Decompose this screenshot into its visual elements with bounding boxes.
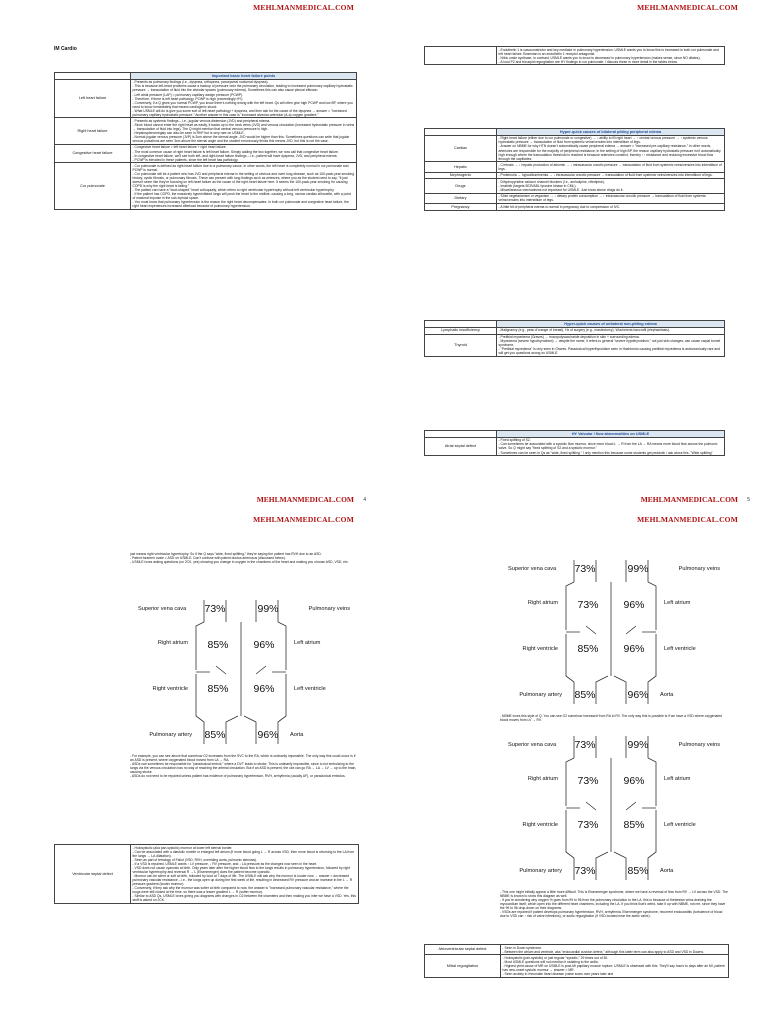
table-cell: - Congestive heart failure = left heart failure + right heart failure. - The most common cause of right heart failure is left heart failure. Simply adding the two together, we now call that congestive heart failure. - In congestive heart failure, we'll see both left- and right-heart failure findings – i.e., patient will have dyspnea, JVD, and peripheral edema. - PCWP is elevated in these patients, since the left heart has pathology. bbox=[131, 144, 357, 162]
table-row: Mitral regurgitation - Holosystolic (pan-systolic) or just regular "systolic," 29 times out of 30. - Most USMLE questions will not mention it radiating to the axilla. - Highest yield cause of MR on USMLE is post-MI papillary muscle rupture. USMLE is obsessed with this. They'll say hours to days after an MI, patient has new-onset systolic murmur → answer = MR. - Seen acutely in rheumatic heart disease (valve scars over years later and bbox=[425, 955, 729, 977]
eisenmenger-note: - This one might initially appear a little more difficult. This is Eisenmenger syndrome, where we have a reversal of flow from RV → LV across the VSD. The NBME is known to show this diagram as well. - If you're wondering why oxygen % goes from 99 to 96 from the pulmonary circulation to the LA, this is because of thebesian veins draining the myocardium itself, which open into the different heart chambers, including the LA. If you think that's weird, take it up with NBME, not me, since they have the 99 to 96 drop-down on their diagrams. - VSDs are repaired if patient develops pulmonary hypertension, RVH, arrhythmia, Eisenmenger syndrome, recurrent endocarditis (turbulence of blood due to VSD can ↑ risk of valve infections), or aortic regurgitation (if VSD located near the aortic valve). bbox=[500, 890, 728, 919]
chamber-label-pv: Pulmonary veins bbox=[678, 566, 720, 572]
document-page-5 bbox=[384, 0, 768, 512]
oxygen-diagram-3 bbox=[500, 728, 728, 888]
oxygen-diagram-2 bbox=[500, 552, 728, 712]
table-cell: - Cor pulmonale is defined as right-heart failure due to a pulmonary cause. In other words, the left heart is completely normal in cor pulmonale and PCWP is normal. - Cor pulmonale will be a patient who has JVD and peripheral edema in the setting of obvious and overt lung disease, such as 100-pack-year smoking history, cystic fibrosis, or pulmonary fibrosis. These can present with lung findings such as wheezes, where you as the student need to say, "It just doesn't seem like they're focusing on left-heart failure as the cause of the right-heart failure here. It seems the 100-pack-year smoking Hx causing COPD is why the right heart is failing." - The patient can have a "boot-shaped" heart colloquially, which refers to right ventricular hypertrophy without left ventricular hypertrophy. - If the patient has COPD, the massively hyperinflated lungs will push the heart to the midline, causing a long, narrow cardiac silhouette, with a point of maximal impulse in the sub-xiphoid space. - You must know that pulmonary hypertension is the reason the right heart decompensates. In both cor pulmonale and congestive heart failure, the right heart experiences increased afterload because of pulmonary hypertension. bbox=[131, 163, 357, 210]
o2-value-ao: 96% bbox=[627, 689, 649, 701]
brand-header: MEHLMANMEDICAL.COM bbox=[637, 515, 738, 524]
table-row: Hepatic - Cirrhosis → ↓ hepatic production of albumin → ↓ intravascular oncotic pressure → transudation of fluid from systemic veins/venules into interstitium of legs. bbox=[425, 162, 725, 172]
o2-value-ra: 73% bbox=[577, 775, 599, 787]
o2-value-lv: 96% bbox=[253, 683, 275, 695]
o2-value-ao: 85% bbox=[627, 865, 649, 877]
o2-value-ao: 96% bbox=[257, 729, 279, 741]
chamber-label-pv: Pulmonary veins bbox=[308, 606, 350, 612]
document-page-4 bbox=[0, 0, 384, 512]
brand-header: MEHLMANMEDICAL.COM bbox=[637, 3, 738, 12]
brand-footer: MEHLMANMEDICAL.COM bbox=[640, 495, 738, 504]
oxygen-diagram-1 bbox=[130, 592, 358, 752]
table-row: Atrial septal defect - Fixed splitting of S2. - Can sometimes be associated with a systolic flow murmur, since more blood L → R from the LA → RA means more blood flow across the pulmonic valve. So Q might say "fixed splitting of S2 and a systolic murmur." - Sometimes can be seen in Qs as "wide, fixed splitting." I only mention this because some students get pedantic / ask about this. "Wide splitting" bbox=[425, 437, 725, 455]
unilateral-edema-table: Hyper-quick causes of unilateral non-pitting edema Lymphatic insufficiency - Malignancy (e.g., peau d'orange of breast), Hx of surgery (e.g., mastectomy), Wuchereria bancrofti (elephantiasis). Thyroid - Pretibial myxedema (Graves) → mucopolysaccharide deposition in skin + surrounding edema. - Myxedema (severe hypothyroidism) → despite the name, it refers to general "severe hypothyroidism," not just skin changes; can cause carpal tunnel syndrome. - "Pretibial myxedema" is only seen in Graves. Paradoxical hyperthyroidism seen in Hashimoto causing pretibial myxedema is astronomically rare and will get you questions wrong on USMLE. bbox=[424, 320, 725, 357]
table-row: Left heart failure - Presents as pulmonary findings (i.e., dyspnea, orthopnea, paroxysmal nocturnal dyspnea). - This is because left-heart problems cause a backup of pressure onto the pulmonary circulation, leading to increased pulmonary capillary hydrostatic pressure → transudation of fluid into the alveolar spaces (pulmonary edema). Sometimes this can also cause pleural effusion. - Left atrial pressure (LAP) = pulmonary capillary wedge pressure (PCWP). - Therefore, if there is left heart pathology, PCWP is high (exceedingly HY). - Conversely, if a Q gives you normal PCWP, you know there's nothing wrong with the left heart. Qs will often give high PCWP and low BP, where you need to know immediately that means cardiogenic shock. - What USMLE will do is give you some sort of left-heart pathology + dyspnea, and then ask for the cause of the dyspnea → answer = "increased pulmonary capillary hydrostatic pressure." Another answer in this case is "increased alveolar-arteriolar (A-a) oxygen gradient." bbox=[55, 79, 357, 118]
page-number: 4 bbox=[363, 497, 366, 503]
brand-header: MEHLMANMEDICAL.COM bbox=[253, 515, 354, 524]
o2-value-la: 96% bbox=[253, 639, 275, 651]
chamber-label-ra: Right atrium bbox=[157, 640, 188, 646]
table-row: Ventricular septal defect - Holosystolic (aka pan-systolic) murmur at lower left sternal border. - Can be associated with a diastolic rumble or enlarged left atrium (if more blood going L → R across VSD, then more blood is returning to the LA from the lungs → LA dilatation). - Seen as part of tetralogy of Fallot (VSD, RVH, overriding aorta, pulmonic stenosis). - If a VSD is repaired, USMLE wants ↑ LV pressure, ↓ RV pressure, and ↓ LA pressure as the changes now seen in the heart. - VSD does not cause cyanosis at birth. Only years later after the higher blood flow to the lungs results in pulmonary hypertension, followed by right ventricular hypertrophy and reversal R → L (Eisenmenger) does the patient become cyanotic. - Murmur can be silent or soft at birth, followed by loud at 7 days of life. The USMLE will ask why the murmur is louder now → answer = decreased pulmonary vascular resistance – i.e., the lungs open up during the first week of life, resulting in decreased RV pressure and an increase in the L → R pressure gradient (louder murmur). - Conversely, if they ask why the murmur was softer at birth compared to now, the answer is "increased pulmonary vascular resistance," where the lungs were still closed at the time, so there was a lesser gradient L → R (softer murmur). - Similar to ASD Qs, USMLE loves giving you diagrams with changes in O2 between the chambers and then making you infer we have a VSD. Yes, this stuff is asked on 2CK. bbox=[55, 845, 359, 904]
endothelin-note-table bbox=[424, 46, 725, 65]
chamber-label-rv: Right ventricle bbox=[152, 686, 188, 692]
brand-header: MEHLMANMEDICAL.COM bbox=[253, 3, 354, 12]
o2-value-ra: 73% bbox=[577, 599, 599, 611]
table-row: Congestive heart failure - Congestive heart failure = left heart failure + right heart failure. - The most common cause of right heart failure is left heart failure. Simply adding the two together, we now call that congestive heart failure. - In congestive heart failure, we'll see both left- and right-heart failure findings – i.e., patient will have dyspnea, JVD, and peripheral edema. - PCWP is elevated in these patients, since the left heart has pathology. bbox=[55, 144, 357, 162]
bilateral-edema-table: Hyper-quick causes of bilateral pitting peripheral edema Cardiac - Right heart failure (either due to cor pulmonale or congestive) → ↓ ability to fill right heart → ↑ central venous pressure → ↑ systemic venous hydrostatic pressure → transudation of fluid from systemic veins/venules into interstitium of legs. - Answer on NBME for why HTN doesn't automatically cause peripheral edema → answer = "increased pre-capillary resistance." In other words, arterioles are responsible for the majority of peripheral resistance; in the setting of high BP, the reason capillary hydrostatic pressure isn't automatically high enough where the transudation threshold is reached is because arterioles constrict, thereby ↑↑ resistance and reducing excessive blood flow through the capillaries. Hepatic - Cirrhosis → ↓ hepatic production of albumin → ↓ intravascular oncotic pressure → transudation of fluid from systemic veins/venules into interstitium of legs. Nephrogenic - Proteinuria → hypoalbuminemia → ↓ intravascular oncotic pressure → transudation of fluid from systemic veins/venules into interstitium of legs. Drugs - Dihydropyridine calcium channel blockers (i.e., amlodipine, nifedipine). - Imatinib (targets BCR/ABL tyrosine kinase in CML). - Miscellaneous mechanisms not important for USMLE. Just know above drugs do it. Dietary - Strict vegetarianism or veganism → ↓ dietary protein consumption → ↓ intravascular oncotic pressure → transudation of fluid from systemic veins/venules into interstitium of legs. Pregnancy - A little bit of peripheral edema is normal in pregnancy due to compression of IVC. bbox=[424, 128, 725, 211]
chamber-label-lv: Left ventricle bbox=[664, 646, 696, 652]
table-row: Right heart failure - Presents as systemic findings – i.e., jugular venous distension (JVD) and peripheral edema. - Since blood cannot enter the right heart as easily, it backs up to the neck veins (JVD) and venous circulation (increased hydrostatic pressure in veins → transudation of fluid into legs). The Q might mention that central venous pressure is high. - Hepatosplenomegaly can also be seen in RHF but is very rare on USMLE. - Normal jugular venous pressure (JVP) is 3cm above the sternal angle. JVD would be higher than this. Sometimes questions can write that jugular venous pulsations are seen 3cm above the sternal angle and the student erroneously thinks this means JVD, but this is not the case. bbox=[55, 118, 357, 144]
asd-after-text: - For example, you can see above that somehow O2 increases from the SVC to the RA, which is ordinarily impossible. The only way this could occur is if an ASD is present, where oxygenated blood moved from LA → RA. - ASDs can sometimes be responsible for "paradoxical emboli," where a DVT leads to stroke. This is ordinarily impossible, since a clot embolizing to the lungs via the venous circulation has no way of reaching the arterial circulation. But if an ASD is present, the clot can go RA → LA → LV → up to the brain, causing stroke. - ASDs do not need to be repaired unless patient has evidence of pulmonary hypertension, RVH, arrhythmia (usually AF), or paradoxical embolus. bbox=[130, 754, 357, 779]
chamber-label-ao: Aorta bbox=[290, 732, 304, 738]
o2-value-lv: 85% bbox=[623, 819, 645, 831]
chamber-label-lv: Left ventricle bbox=[294, 686, 326, 692]
o2-value-pv: 99% bbox=[627, 563, 649, 575]
chamber-label-pa: Pulmonary artery bbox=[149, 732, 192, 738]
o2-value-pa: 85% bbox=[574, 689, 596, 701]
table-row: Cardiac - Right heart failure (either due to cor pulmonale or congestive) → ↓ ability to fill right heart → ↑ central venous pressure → ↑ systemic venous hydrostatic pressure → transudation of fluid from systemic veins/venules into interstitium of legs. - Answer on NBME for why HTN doesn't automatically cause peripheral edema → answer = "increased pre-capillary resistance." In other words, arterioles are responsible for the majority of peripheral resistance; in the setting of high BP, the reason capillary hydrostatic pressure isn't automatically high enough where the transudation threshold is reached is because arterioles constrict, thereby ↑↑ resistance and reducing excessive blood flow through the capillaries. bbox=[425, 135, 725, 161]
avsd-mr-table bbox=[424, 944, 729, 978]
o2-value-rv: 85% bbox=[207, 683, 229, 695]
table-cell: - Presents as pulmonary findings (i.e., dyspnea, orthopnea, paroxysmal nocturnal dyspnea). - This is because left-heart problems cause a backup of pressure onto the pulmonary circulation, leading to increased pulmonary capillary hydrostatic pressure → transudation of fluid into the alveolar spaces (pulmonary edema). Sometimes this can also cause pleural effusion. - Left atrial pressure (LAP) = pulmonary capillary wedge pressure (PCWP). - Therefore, if there is left heart pathology, PCWP is high (exceedingly HY). - Conversely, if a Q gives you normal PCWP, you know there's nothing wrong with the left heart. Qs will often give high PCWP and low BP, where you need to know immediately that means cardiogenic shock. - What USMLE will do is give you some sort of left-heart pathology + dyspnea, and then ask for the cause of the dyspnea → answer = "increased pulmonary capillary hydrostatic pressure." Another answer in this case is "increased alveolar-arteriolar (A-a) oxygen gradient." bbox=[131, 79, 357, 118]
table-row: Atrioventricular septal defect - Seen in Down syndrome. - Between the atrium and ventricle, aka "endocardial cushion defect," although this latter term can also apply to ASD and VSD in Downs. bbox=[425, 945, 729, 955]
heart-failure-table-title: Important basic heart failure points bbox=[131, 73, 357, 80]
o2-value-svc: 73% bbox=[204, 603, 226, 615]
o2-value-la: 96% bbox=[623, 599, 645, 611]
page-number: 5 bbox=[747, 497, 750, 503]
vsd-table bbox=[54, 844, 359, 904]
chamber-label-pa: Pulmonary artery bbox=[519, 692, 562, 698]
asd-continued-text: just means right ventricular hypertrophy. So if the Q says "wide, fixed splitting," they're saying the patient has RVH due to an ASD. - Patent foramen ovale = ASD on USMLE. Don't confuse with patent ductus arteriosus (discussed below). - USMLE loves asking questions (on 2CK, yes) showing you change in oxygen in the chambers of the heart and making you choose ASD, VSD, etc. bbox=[130, 552, 349, 565]
document-page-7 bbox=[384, 512, 768, 1024]
table-row: Pregnancy - A little bit of peripheral edema is normal in pregnancy due to compression of IVC. bbox=[425, 203, 725, 210]
o2-value-lv: 96% bbox=[623, 643, 645, 655]
o2-value-ra: 85% bbox=[207, 639, 229, 651]
table-row: Lymphatic insufficiency - Malignancy (e.g., peau d'orange of breast), Hx of surgery (e.g., mastectomy), Wuchereria bancrofti (elephantiasis). bbox=[425, 327, 725, 334]
chamber-label-rv: Right ventricle bbox=[522, 822, 558, 828]
chamber-label-svc: Superior vena cava bbox=[138, 606, 187, 612]
chamber-label-svc: Superior vena cava bbox=[508, 566, 557, 572]
table-row: Dietary - Strict vegetarianism or veganism → ↓ dietary protein consumption → ↓ intravascular oncotic pressure → transudation of fluid from systemic veins/venules into interstitium of legs. bbox=[425, 193, 725, 203]
o2-value-rv: 73% bbox=[577, 819, 599, 831]
heart-failure-table bbox=[54, 72, 357, 210]
o2-value-pv: 99% bbox=[257, 603, 279, 615]
o2-value-pv: 99% bbox=[627, 739, 649, 751]
o2-value-rv: 85% bbox=[577, 643, 599, 655]
o2-value-pa: 85% bbox=[204, 729, 226, 741]
table-cell: - Endothelin 1 is vasoconstrictor and key mediator in pulmonary hypertension. USMLE wants you to know this is increased in both cor pulmonale and left heart failure. Bosentan is an endothelin 1 receptor antagonist. - Nitric oxide synthase, in contrast, USMLE wants you to know is decreased in pulmonary hypertension (makes sense, since NO dilates). - A loud P2 and tricuspid regurgitation are HY findings in cor pulmonale. I discuss these in more detail in the tables below. bbox=[497, 47, 725, 65]
chamber-label-la: Left atrium bbox=[664, 600, 691, 606]
chamber-label-lv: Left ventricle bbox=[664, 822, 696, 828]
chamber-label-pa: Pulmonary artery bbox=[519, 868, 562, 874]
table-row: Nephrogenic - Proteinuria → hypoalbuminemia → ↓ intravascular oncotic pressure → transudation of fluid from systemic veins/venules into interstitium of legs. bbox=[425, 172, 725, 179]
o2-value-la: 96% bbox=[623, 775, 645, 787]
o2-value-svc: 73% bbox=[574, 739, 596, 751]
chamber-label-ao: Aorta bbox=[660, 692, 674, 698]
chamber-label-pv: Pulmonary veins bbox=[678, 742, 720, 748]
chamber-label-la: Left atrium bbox=[294, 640, 321, 646]
table-cell: - Presents as systemic findings – i.e., jugular venous distension (JVD) and peripheral edema. - Since blood cannot enter the right heart as easily, it backs up to the neck veins (JVD) and venous circulation (increased hydrostatic pressure in veins → transudation of fluid into legs). The Q might mention that central venous pressure is high. - Hepatosplenomegaly can also be seen in RHF but is very rare on USMLE. - Normal jugular venous pressure (JVP) is 3cm above the sternal angle. JVD would be higher than this. Sometimes questions can write that jugular venous pulsations are seen 3cm above the sternal angle and the student erroneously thinks this means JVD, but this is not the case. bbox=[131, 118, 357, 144]
table-row: Drugs - Dihydropyridine calcium channel blockers (i.e., amlodipine, nifedipine). - Imatinib (targets BCR/ABL tyrosine kinase in CML). - Miscellaneous mechanisms not important for USMLE. Just know above drugs do it. bbox=[425, 179, 725, 193]
chamber-label-ra: Right atrium bbox=[527, 600, 558, 606]
section-label: IM Cardio bbox=[54, 46, 77, 52]
o2-value-svc: 73% bbox=[574, 563, 596, 575]
chamber-label-ao: Aorta bbox=[660, 868, 674, 874]
heart-diagram-svg bbox=[500, 552, 728, 712]
chamber-label-rv: Right ventricle bbox=[522, 646, 558, 652]
heart-diagram-svg bbox=[130, 592, 358, 752]
chamber-label-svc: Superior vena cava bbox=[508, 742, 557, 748]
chamber-label-ra: Right atrium bbox=[527, 776, 558, 782]
table-row: Thyroid - Pretibial myxedema (Graves) → mucopolysaccharide deposition in skin + surrounding edema. - Myxedema (severe hypothyroidism) → despite the name, it refers to general "severe hypothyroidism," not just skin changes; can cause carpal tunnel syndrome. - "Pretibial myxedema" is only seen in Graves. Paradoxical hyperthyroidism seen in Hashimoto causing pretibial myxedema is astronomically rare and will get you questions wrong on USMLE. bbox=[425, 334, 725, 356]
o2-value-pa: 73% bbox=[574, 865, 596, 877]
document-page-6 bbox=[0, 512, 384, 1024]
valvular-table: HY Valvular / flow abnormalities on USMLE Atrial septal defect - Fixed splitting of S2. - Can sometimes be associated with a systolic flow murmur, since more blood L → R from the LA → RA means more blood flow across the pulmonic valve. So Q might say "fixed splitting of S2 and a systolic murmur." - Sometimes can be seen in Qs as "wide, fixed splitting." I only mention this because some students get pedantic / ask about this. "Wide splitting" bbox=[424, 430, 725, 456]
vsd-diagram-note: - NBME loves this style of Q. You can see O2 somehow increased from RA to RV. The only way this is possible is if we have a VSD where oxygenated blood moves from LV → RV. bbox=[500, 714, 723, 723]
heart-diagram-svg bbox=[500, 728, 728, 888]
brand-footer: MEHLMANMEDICAL.COM bbox=[256, 495, 354, 504]
table-row: Cor pulmonale - Cor pulmonale is defined as right-heart failure due to a pulmonary cause. In other words, the left heart is completely normal in cor pulmonale and PCWP is normal. - Cor pulmonale will be a patient who has JVD and peripheral edema in the setting of obvious and overt lung disease, such as 100-pack-year smoking history, cystic fibrosis, or pulmonary fibrosis. These can present with lung findings such as wheezes, where you as the student need to say, "It just doesn't seem like they're focusing on left-heart failure as the cause of the right-heart failure here. It seems the 100-pack-year smoking Hx causing COPD is why the right heart is failing." - The patient can have a "boot-shaped" heart colloquially, which refers to right ventricular hypertrophy without left ventricular hypertrophy. - If the patient has COPD, the massively hyperinflated lungs will push the heart to the midline, causing a long, narrow cardiac silhouette, with a point of maximal impulse in the sub-xiphoid space. - You must know that pulmonary hypertension is the reason the right heart decompensates. In both cor pulmonale and congestive heart failure, the right heart experiences increased afterload because of pulmonary hypertension. bbox=[55, 163, 357, 210]
chamber-label-la: Left atrium bbox=[664, 776, 691, 782]
